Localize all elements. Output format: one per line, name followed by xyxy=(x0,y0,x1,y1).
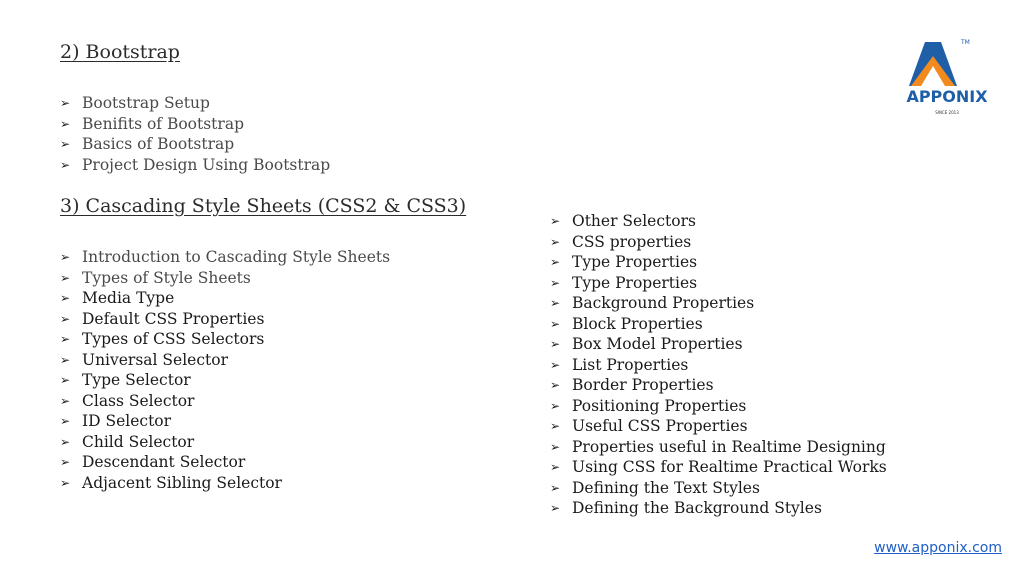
arrow-bullet-icon: ➢ xyxy=(60,311,71,326)
arrow-bullet-icon: ➢ xyxy=(60,116,71,131)
list-item xyxy=(60,432,390,453)
list-item-label: Types of Style Sheets xyxy=(82,268,251,287)
list-item-label: Default CSS Properties xyxy=(82,309,265,328)
list-item-label: Properties useful in Realtime Designing xyxy=(572,437,886,456)
list-item-label: Type Properties xyxy=(572,253,698,271)
list-item-label: Defining the Background Styles xyxy=(572,499,822,517)
arrow-bullet-icon: ➢ xyxy=(60,393,71,408)
list-item-label: Useful CSS Properties xyxy=(572,417,748,435)
list-item xyxy=(550,314,887,335)
list-item xyxy=(60,247,390,268)
list-item xyxy=(550,334,887,355)
list-item-label: Types of CSS Selectors xyxy=(82,330,265,348)
bootstrap-heading: 2) Bootstrap xyxy=(60,41,180,63)
arrow-bullet-icon: ➢ xyxy=(60,434,71,449)
arrow-bullet-icon: ➢ xyxy=(550,316,561,331)
list-item xyxy=(550,437,887,458)
list-item xyxy=(550,355,887,376)
list-item xyxy=(550,232,887,253)
list-item xyxy=(60,288,390,309)
list-item-label: Descendant Selector xyxy=(82,453,246,471)
arrow-bullet-icon: ➢ xyxy=(550,398,561,413)
list-item xyxy=(60,370,390,391)
list-item-label: Using CSS for Realtime Practical Works xyxy=(572,458,887,476)
list-item xyxy=(60,473,390,494)
list-item-label: Project Design Using Bootstrap xyxy=(82,155,331,174)
css-list-right xyxy=(550,211,887,519)
list-item-label: Adjacent Sibling Selector xyxy=(82,473,282,492)
logo-name: APPONIX xyxy=(906,87,988,106)
list-item-label: ID Selector xyxy=(82,412,172,430)
list-item-label: Introduction to Cascading Style Sheets xyxy=(82,248,391,266)
arrow-bullet-icon: ➢ xyxy=(550,460,561,474)
list-item xyxy=(60,391,390,412)
arrow-bullet-icon: ➢ xyxy=(550,296,561,310)
list-item-label: Border Properties xyxy=(572,376,714,394)
arrow-bullet-icon: ➢ xyxy=(60,291,71,305)
arrow-bullet-icon: ➢ xyxy=(550,255,561,269)
list-item-label: CSS properties xyxy=(572,232,692,251)
list-item-label: Box Model Properties xyxy=(572,335,743,353)
list-item xyxy=(60,268,390,289)
arrow-bullet-icon: ➢ xyxy=(550,357,561,372)
list-item xyxy=(60,93,330,114)
arrow-bullet-icon: ➢ xyxy=(60,475,71,490)
list-item xyxy=(550,396,887,417)
arrow-bullet-icon: ➢ xyxy=(550,439,561,454)
arrow-bullet-icon: ➢ xyxy=(60,96,71,110)
apponix-logo-mark xyxy=(895,38,1001,120)
list-item-label: Defining the Text Styles xyxy=(572,478,760,497)
list-item-label: Universal Selector xyxy=(82,350,228,369)
arrow-bullet-icon: ➢ xyxy=(60,332,71,346)
list-item-label: Child Selector xyxy=(82,432,195,451)
list-item-label: Positioning Properties xyxy=(572,396,747,415)
list-item-label: Type Selector xyxy=(82,371,191,389)
arrow-bullet-icon: ➢ xyxy=(60,373,71,387)
arrow-bullet-icon: ➢ xyxy=(550,480,561,495)
arrow-bullet-icon: ➢ xyxy=(550,234,561,249)
css-heading: 3) Cascading Style Sheets (CSS2 & CSS3) xyxy=(60,195,467,217)
list-item xyxy=(60,411,390,432)
list-item xyxy=(550,457,887,478)
list-item-label: Other Selectors xyxy=(572,212,696,230)
list-item xyxy=(550,478,887,499)
arrow-bullet-icon: ➢ xyxy=(550,275,561,290)
arrow-bullet-icon: ➢ xyxy=(550,419,561,433)
arrow-bullet-icon: ➢ xyxy=(550,214,561,228)
list-item xyxy=(550,211,887,232)
arrow-bullet-icon: ➢ xyxy=(60,352,71,367)
list-item-label: Benifits of Bootstrap xyxy=(82,114,244,133)
list-item xyxy=(550,293,887,314)
list-item xyxy=(550,498,887,519)
list-item xyxy=(60,452,390,473)
list-item-label: Block Properties xyxy=(572,314,703,333)
list-item-label: Bootstrap Setup xyxy=(82,94,210,112)
logo-tagline: SINCE 2013 xyxy=(935,110,959,115)
list-item xyxy=(60,155,330,176)
list-item-label: Type Properties xyxy=(572,273,698,292)
list-item-label: Basics of Bootstrap xyxy=(82,135,235,153)
list-item-label: List Properties xyxy=(572,355,689,374)
logo-tm: TM xyxy=(961,39,970,46)
list-item xyxy=(550,273,887,294)
website-link[interactable]: www.apponix.com xyxy=(874,540,1002,556)
arrow-bullet-icon: ➢ xyxy=(550,378,561,392)
list-item xyxy=(60,134,330,155)
apponix-logo xyxy=(895,38,1001,120)
list-item xyxy=(60,309,390,330)
bootstrap-list xyxy=(60,93,330,175)
arrow-bullet-icon: ➢ xyxy=(60,250,71,264)
list-item xyxy=(550,375,887,396)
list-item xyxy=(60,329,390,350)
arrow-bullet-icon: ➢ xyxy=(60,270,71,285)
arrow-bullet-icon: ➢ xyxy=(550,501,561,515)
list-item-label: Media Type xyxy=(82,289,175,307)
arrow-bullet-icon: ➢ xyxy=(60,414,71,428)
arrow-bullet-icon: ➢ xyxy=(60,137,71,151)
list-item xyxy=(550,252,887,273)
list-item-label: Background Properties xyxy=(572,294,755,312)
list-item xyxy=(550,416,887,437)
arrow-bullet-icon: ➢ xyxy=(60,157,71,172)
arrow-bullet-icon: ➢ xyxy=(60,455,71,469)
list-item xyxy=(60,114,330,135)
arrow-bullet-icon: ➢ xyxy=(550,337,561,351)
list-item xyxy=(60,350,390,371)
css-list-left xyxy=(60,247,390,493)
list-item-label: Class Selector xyxy=(82,391,195,410)
